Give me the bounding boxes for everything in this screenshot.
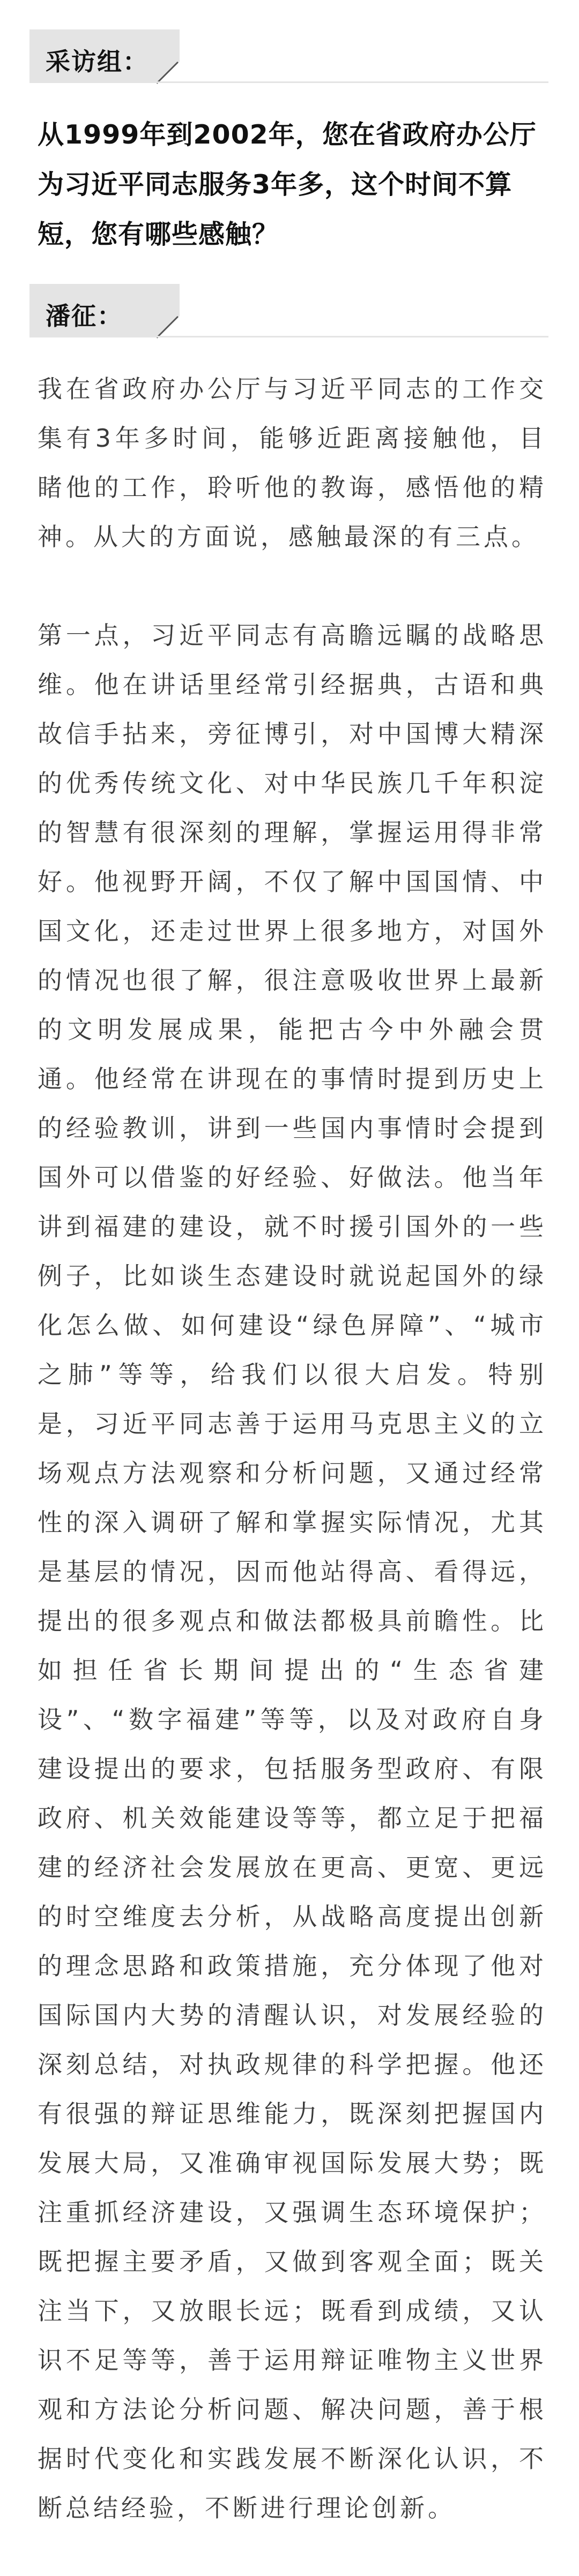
respondent-label: 潘征： <box>46 302 123 331</box>
question-text: 从1999年到2002年，您在省政府办公厅为习近平同志服务3年多，这个时间不算短，您有哪些感触？ <box>38 119 537 250</box>
interviewer-label-banner <box>29 29 548 83</box>
banner-divider <box>29 81 548 83</box>
answer-paragraph: 我在省政府办公厅与习近平同志的工作交集有3年多时间，能够近距离接触他，目睹他的工作，聆听他的教诲，感悟他的精神。从大的方面说，感触最深的有三点。 <box>38 374 547 551</box>
respondent-label-banner <box>29 284 548 337</box>
interviewer-label: 采访组： <box>46 47 149 76</box>
banner-divider <box>29 336 548 337</box>
answer-paragraph: 第一点，习近平同志有高瞻远瞩的战略思维。他在讲话里经常引经据典，古语和典故信手拈来，旁征博引，对中国博大精深的优秀传统文化、对中华民族几千年积淀的智慧有很深刻的理解，掌握运用得非常好。他视野开阔，不仅了解中国国情、中国文化，还走过世界上很多地方，对国外的情况也很了解，很注意吸收世界上最新的文明发展成果，能把古今中外融会贯通。他经常在讲现在的事情时提到历史上的经验教训，讲到一些国内事情时会提到国外可以借鉴的好经验、好做法。他当年讲到福建的建设，就不时援引国外的一些例子，比如谈生态建设时就说起国外的绿化怎么做、如何建设“绿色屏障”、“城市之肺”等等，给我们以很大启发。特别是，习近平同志善于运用马克思主义的立场观点方法观察和分析问题，又通过经常性的深入调研了解和掌握实际情况，尤其是基层的情况，因而他站得高、看得远，提出的很多观点和做法都极具前瞻性。比如担任省长期间提出的“生态省建设”、“数字福建”等等，以及对政府自身建设提出的要求，包括服务型政府、有限政府、机关效能建设等等，都立足于把福建的经济社会发展放在更高、更宽、更远的时空维度去分析，从战略高度提出创新的理念思路和政策措施，充分体现了他对国际国内大势的清醒认识，对发展经验的深刻总结，对执政规律的科学把握。他还有很强的辩证思维能力，既深刻把握国内发展大局，又准确审视国际发展大势；既注重抓经济建设，又强调生态环境保护；既把握主要矛盾，又做到客观全面；既关注当下，又放眼长远；既看到成绩，又认识不足等等，善于运用辩证唯物主义世界观和方法论分析问题、解决问题，善于根据时代变化和实践发展不断深化认识，不断总结经验，不断进行理论创新。 <box>38 621 547 2522</box>
